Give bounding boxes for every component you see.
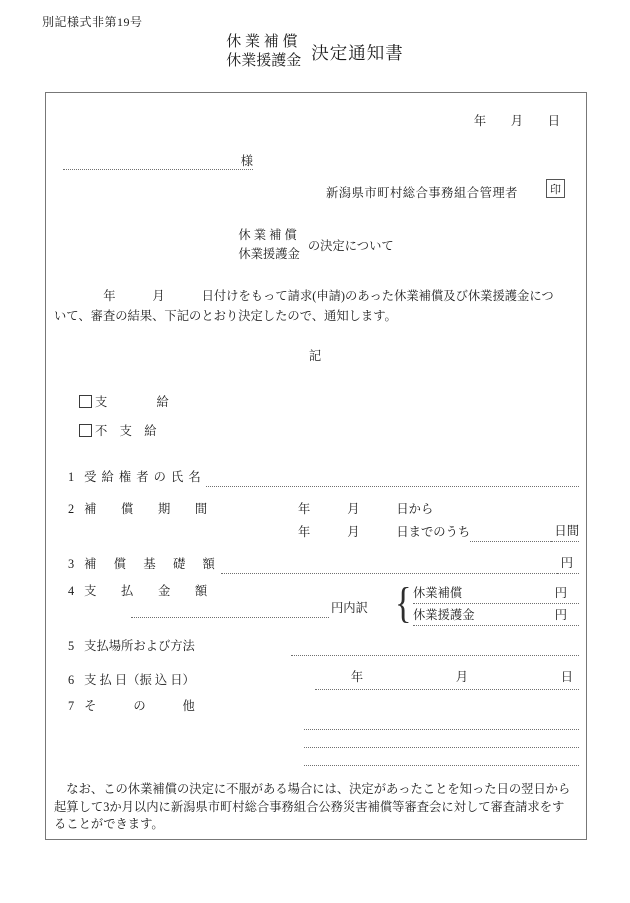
item-number: 1 bbox=[68, 470, 75, 484]
item-number: 2 bbox=[68, 502, 75, 516]
option-fushikyu[interactable] bbox=[79, 421, 157, 439]
payment-date-input-line[interactable] bbox=[315, 670, 579, 690]
item-other bbox=[68, 699, 195, 716]
period-to-row bbox=[298, 524, 579, 542]
item-number: 5 bbox=[68, 639, 75, 653]
form-border-box bbox=[45, 92, 587, 840]
subject-line bbox=[46, 226, 586, 264]
item-payment-place bbox=[68, 639, 579, 656]
item-label: 支 払 日（振 込 日） bbox=[84, 673, 195, 687]
item-payment-amount bbox=[68, 584, 207, 601]
checkbox-icon[interactable] bbox=[79, 395, 92, 408]
issue-date-field[interactable]: 年 月 日 bbox=[473, 114, 560, 128]
item-number: 7 bbox=[68, 699, 75, 713]
item-number: 3 bbox=[68, 557, 75, 571]
item-label: 補 償 期 間 bbox=[84, 502, 208, 516]
brace-icon: { bbox=[395, 580, 412, 627]
payment-total-input-line[interactable] bbox=[131, 601, 329, 618]
addressee-input-line[interactable] bbox=[63, 151, 253, 170]
payment-date-day: 日 bbox=[560, 670, 573, 684]
recipient-name-input-line[interactable] bbox=[206, 472, 579, 487]
breakdown-unit: 円 bbox=[554, 586, 567, 600]
breakdown-input-line[interactable] bbox=[462, 601, 550, 603]
item-base-amount bbox=[68, 556, 579, 574]
breakdown-unit: 円 bbox=[554, 608, 567, 622]
intro-paragraph: 年 月 日付けをもって請求(申請)のあった休業補償及び休業援護金について、審査の結果、下記のとおり決定したので、通知します。 bbox=[54, 289, 554, 323]
breakdown-label: 休業補償 bbox=[413, 586, 463, 600]
seal-label: 印 bbox=[550, 183, 561, 196]
payment-place-input-line[interactable] bbox=[291, 641, 579, 656]
appeal-note-paragraph: なお、この休業補償の決定に不服がある場合には、決定があったことを知った日の翌日から起算して3か月以内に新潟県市町村総合事務組合公務災害補償等審査会に対して審査請求をすることができます。 bbox=[54, 782, 571, 831]
item-number: 4 bbox=[68, 584, 75, 598]
other-input-line[interactable] bbox=[304, 729, 579, 730]
item-recipient-name bbox=[68, 470, 579, 487]
checkbox-icon[interactable] bbox=[79, 424, 92, 437]
form-number: 別記様式非第19号 bbox=[42, 15, 143, 29]
base-amount-unit: 円 bbox=[557, 556, 579, 574]
spacer bbox=[195, 654, 291, 656]
breakdown-row bbox=[413, 586, 579, 604]
payment-total-row bbox=[131, 601, 368, 618]
section-mark: 記 bbox=[308, 349, 324, 363]
other-input-line[interactable] bbox=[304, 747, 579, 748]
period-to-field[interactable]: 年 月 日までのうち bbox=[298, 525, 471, 539]
subject-suffix: の決定について bbox=[307, 239, 394, 253]
item-label: 支払場所および方法 bbox=[84, 639, 195, 653]
payment-date-month: 月 bbox=[455, 670, 469, 684]
addressee-honorific: 様 bbox=[240, 154, 253, 168]
seal-box bbox=[546, 179, 565, 198]
subject-stack-line2: 休業援護金 bbox=[238, 247, 300, 261]
item-label: 受 給 権 者 の 氏 名 bbox=[84, 470, 202, 484]
title-stack bbox=[226, 33, 301, 71]
subject-stack-line1: 休 業 補 償 bbox=[238, 228, 297, 242]
period-from-field[interactable]: 年 月 日から bbox=[298, 502, 434, 516]
option-fushikyu-label: 不 支 給 bbox=[95, 424, 157, 438]
title-stack-line1: 休 業 補 償 bbox=[226, 34, 298, 50]
period-days-input-line[interactable] bbox=[470, 527, 551, 542]
period-days-unit: 日間 bbox=[551, 524, 579, 542]
subject-stack bbox=[238, 226, 300, 264]
item-label: 補 償 基 礎 額 bbox=[84, 557, 218, 571]
breakdown-row bbox=[413, 608, 579, 626]
title-stack-line2: 休業援護金 bbox=[226, 53, 302, 69]
item-label: そ の 他 bbox=[84, 699, 195, 713]
base-amount-input-line[interactable] bbox=[221, 559, 556, 574]
document-title bbox=[0, 33, 630, 71]
spacer bbox=[195, 688, 315, 690]
item-number: 6 bbox=[68, 673, 75, 687]
breakdown-label: 休業援護金 bbox=[413, 608, 475, 622]
issuer-name: 新潟県市町村総合事務組合管理者 bbox=[326, 186, 518, 200]
payment-date-year: 年 bbox=[350, 670, 364, 684]
item-label: 支 払 金 額 bbox=[84, 584, 208, 598]
item-payment-date bbox=[68, 670, 579, 690]
payment-total-unit: 円内訳 bbox=[331, 601, 368, 615]
item-compensation-period bbox=[68, 502, 207, 519]
option-shikyu[interactable] bbox=[79, 392, 169, 410]
breakdown-input-line[interactable] bbox=[475, 623, 551, 625]
option-shikyu-label: 支 給 bbox=[95, 395, 169, 409]
other-input-line[interactable] bbox=[304, 765, 579, 766]
title-suffix: 決定通知書 bbox=[311, 42, 404, 63]
